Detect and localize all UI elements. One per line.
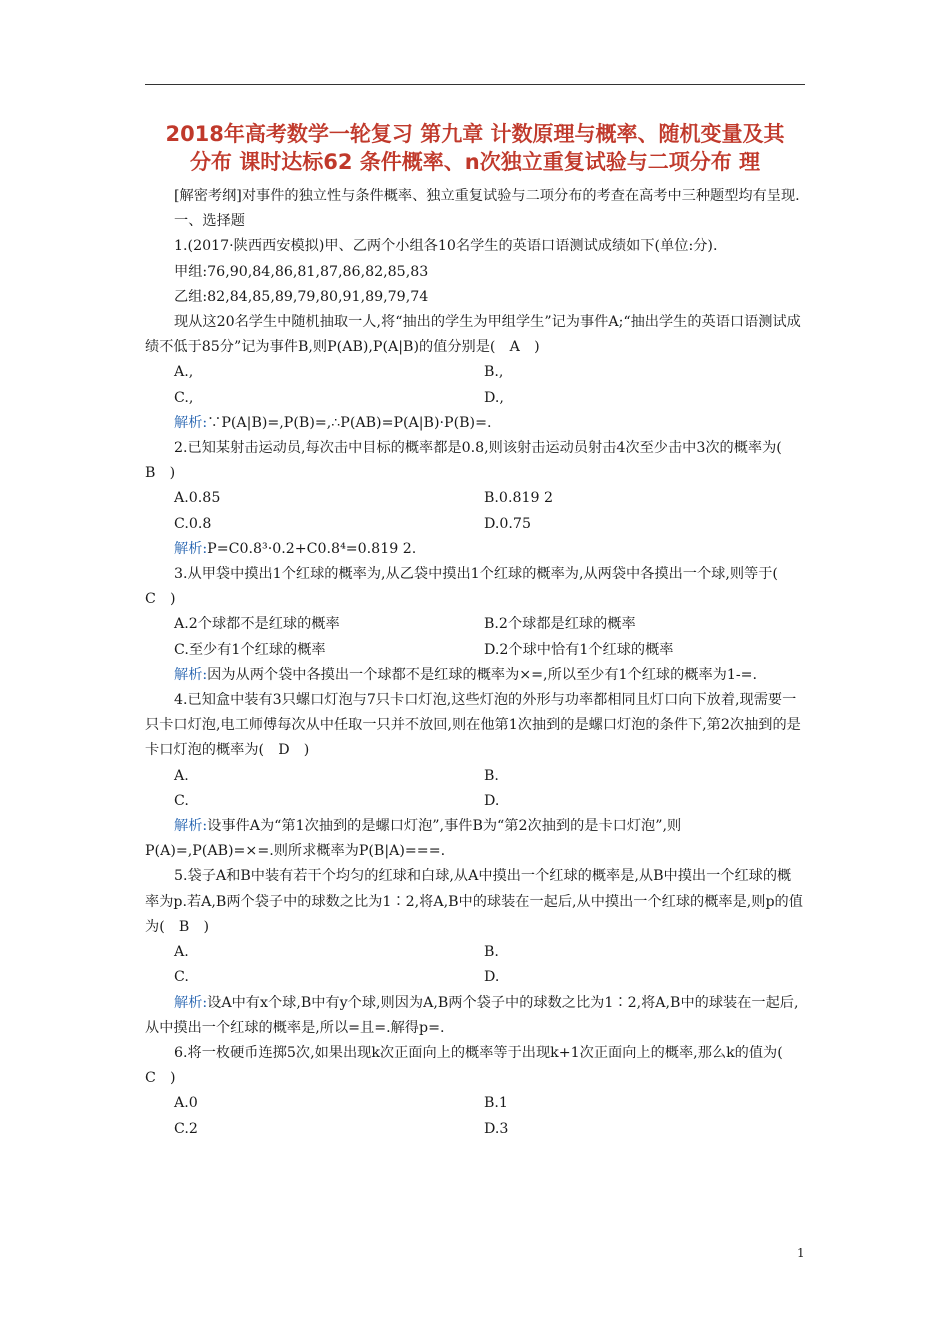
- q6-option-b: B.1: [484, 1095, 508, 1112]
- explanation-label: 解析:: [174, 414, 208, 431]
- q1-option-d: D.,: [484, 389, 504, 406]
- q5-options-row-1: [145, 940, 805, 965]
- q1-option-c: C.,: [174, 389, 194, 406]
- q2-options-row-1: [145, 486, 805, 511]
- q1-options-row-2: [145, 386, 805, 411]
- q5-option-c: C.: [174, 969, 189, 986]
- q2-stem: 2.已知某射击运动员,每次击中目标的概率都是0.8,则该射击运动员射击4次至少击中3次的概率为( B ): [145, 440, 797, 482]
- q4-explanation: [145, 814, 805, 864]
- section-heading: 一、选择题: [174, 213, 245, 230]
- q5-option-d: D.: [484, 969, 500, 986]
- q3-option-d: D.2个球中恰有1个红球的概率: [484, 641, 674, 658]
- q3-options-row-1: [145, 612, 805, 637]
- q2-explanation-text: P=C0.8³·0.2+C0.8⁴=0.819 2.: [207, 540, 417, 557]
- q4-option-b: B.: [484, 767, 499, 784]
- explanation-label: 解析:: [174, 540, 208, 557]
- q3-option-b: B.2个球都是红球的概率: [484, 616, 636, 633]
- q6-options-row-2: [145, 1117, 805, 1142]
- header-rule: [145, 84, 805, 85]
- q6-stem: 6.将一枚硬币连掷5次,如果出现k次正面向上的概率等于出现k+1次正面向上的概率,那么k的值为( C ): [145, 1044, 797, 1087]
- q4-options-row-1: [145, 764, 805, 789]
- q5-option-b: B.: [484, 944, 499, 961]
- q5-explanation-text: 设A中有x个球,B中有y个球,则因为A,B两个袋子中的球数之比为1∶2,将A,B中的球装在一起后,从中摸出一个红球的概率是,所以=且=.解得p=.: [145, 994, 799, 1036]
- q4-stem: 4.已知盒中装有3只螺口灯泡与7只卡口灯泡,这些灯泡的外形与功率都相同且灯口向下放着,现需要一只卡口灯泡,电工师傅每次从中任取一只并不放回,则在他第1次抽到的是螺口灯泡的条件下,第2次抽到的是卡口灯泡的概率为( D ): [145, 692, 801, 759]
- q6-option-a: A.0: [174, 1095, 198, 1112]
- q3-explanation: [145, 663, 805, 688]
- title-line-2: 分布 课时达标62 条件概率、n次独立重复试验与二项分布 理: [189, 150, 761, 174]
- q1-options-row-1: [145, 360, 805, 385]
- q1-group-a: 甲组:76,90,84,86,81,87,86,82,85,83: [174, 263, 429, 280]
- document-body: [145, 184, 805, 1142]
- q3-option-a: A.2个球都不是红球的概率: [174, 616, 340, 633]
- q5-explanation: [145, 991, 805, 1041]
- q4-option-d: D.: [484, 792, 500, 809]
- q1-text: 现从这20名学生中随机抽取一人,将“抽出的学生为甲组学生”记为事件A;“抽出学生的英语口语测试成绩不低于85分”记为事件B,则P(AB),P(A|B)的值分别是( A ): [145, 314, 801, 356]
- q2-option-b: B.0.819 2: [484, 490, 554, 507]
- q6-option-c: C.2: [174, 1120, 198, 1137]
- q1-option-a: A.,: [174, 364, 194, 381]
- q1-option-b: B.,: [484, 364, 504, 381]
- page-number: 1: [797, 1246, 805, 1260]
- q3-explanation-text: 因为从两个袋中各摸出一个球都不是红球的概率为×=,所以至少有1个红球的概率为1-=.: [207, 666, 758, 683]
- q3-option-c: C.至少有1个红球的概率: [174, 641, 326, 658]
- q5-stem: 5.袋子A和B中装有若干个均匀的红球和白球,从A中摸出一个红球的概率是,从B中摸出一个红球的概率为p.若A,B两个袋子中的球数之比为1∶2,将A,B中的球装在一起后,从中摸出一个红球的概率是,则p的值为( B ): [145, 868, 803, 935]
- q4-option-a: A.: [174, 767, 189, 784]
- document-title: [145, 120, 805, 176]
- q6-option-d: D.3: [484, 1120, 509, 1137]
- q2-option-c: C.0.8: [174, 515, 212, 532]
- explanation-label: 解析:: [174, 994, 208, 1011]
- explanation-label: 解析:: [174, 666, 208, 683]
- q3-stem: 3.从甲袋中摸出1个红球的概率为,从乙袋中摸出1个红球的概率为,从两袋中各摸出一个球,则等于( C ): [145, 566, 793, 608]
- q2-option-d: D.0.75: [484, 515, 531, 532]
- q4-options-row-2: [145, 789, 805, 814]
- explanation-label: 解析:: [174, 818, 208, 835]
- q2-option-a: A.0.85: [174, 490, 221, 507]
- q1-group-b: 乙组:82,84,85,89,79,80,91,89,79,74: [174, 288, 429, 305]
- q5-option-a: A.: [174, 944, 189, 961]
- q1-explanation-text: ∵P(A|B)=,P(B)=,∴P(AB)=P(A|B)·P(B)=.: [207, 414, 492, 431]
- q2-explanation: [145, 537, 805, 562]
- q4-option-c: C.: [174, 792, 189, 809]
- intro-paragraph: [解密考纲]对事件的独立性与条件概率、独立重复试验与二项分布的考查在高考中三种题型均有呈现.: [174, 188, 800, 204]
- q6-options-row-1: [145, 1091, 805, 1116]
- q1-stem: 1.(2017·陕西西安模拟)甲、乙两个小组各10名学生的英语口语测试成绩如下(单位:分).: [174, 238, 718, 255]
- q1-explanation: [145, 411, 805, 436]
- q3-options-row-2: [145, 638, 805, 663]
- q4-explanation-text: 设事件A为“第1次抽到的是螺口灯泡”,事件B为“第2次抽到的是卡口灯泡”,则P(A)=,P(AB)=×=.则所求概率为P(B|A)===.: [145, 818, 682, 860]
- title-line-1: 2018年高考数学一轮复习 第九章 计数原理与概率、随机变量及其: [165, 122, 785, 146]
- q2-options-row-2: [145, 512, 805, 537]
- q5-options-row-2: [145, 965, 805, 990]
